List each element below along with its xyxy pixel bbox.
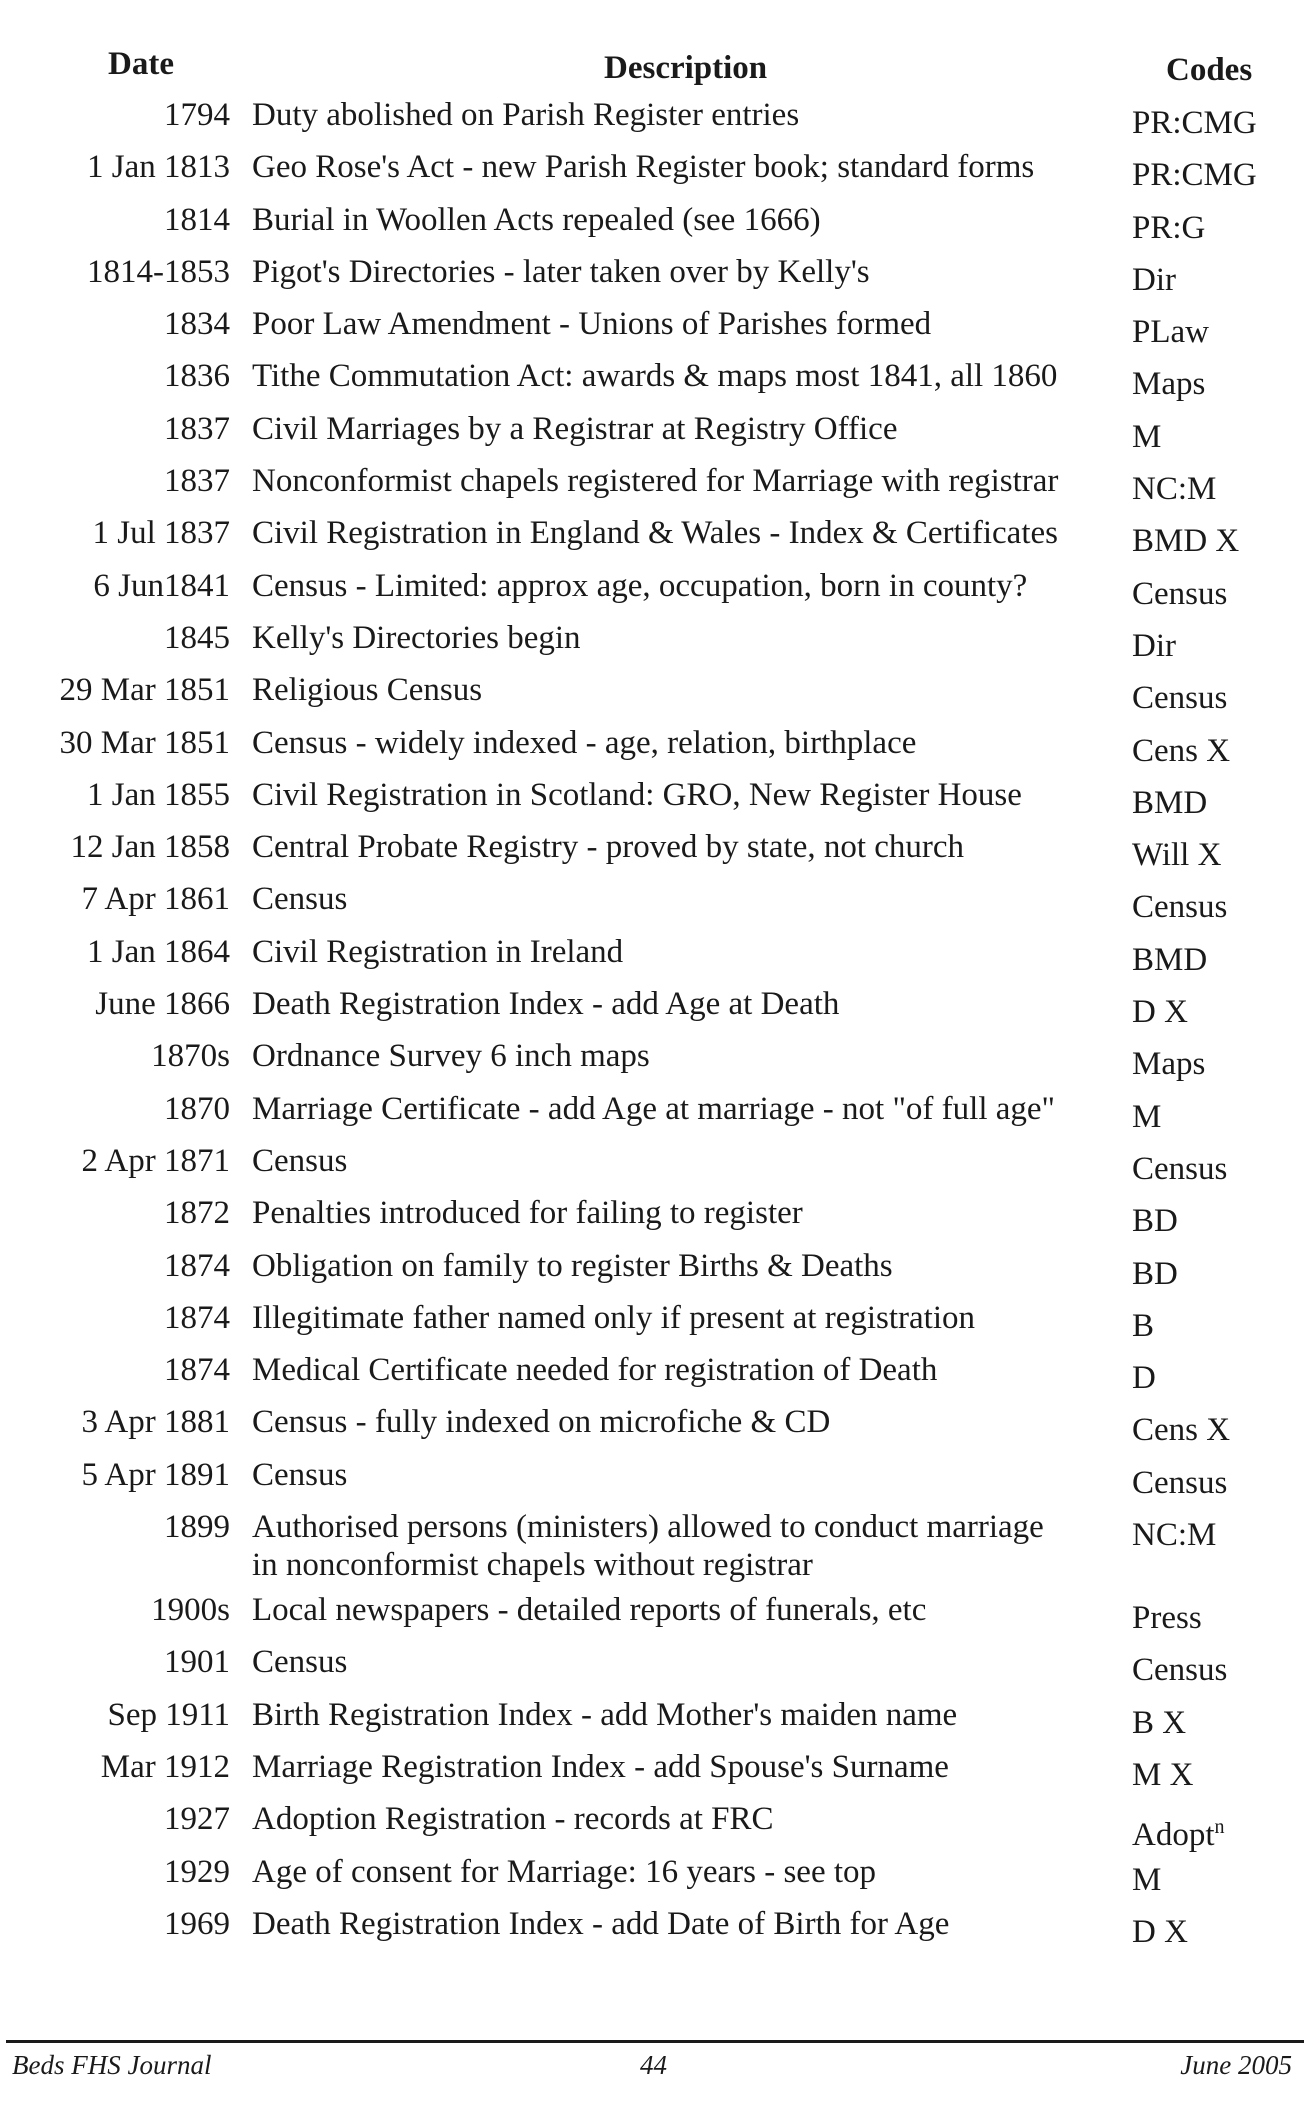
row-date: 1 Jan 1864 [87, 933, 230, 970]
table-row [0, 985, 1308, 1037]
row-code-text: Dir [1132, 261, 1176, 298]
table-row [0, 253, 1308, 305]
row-description [252, 253, 1122, 291]
row-code-text: B [1132, 1307, 1155, 1344]
table-row [0, 1351, 1308, 1403]
issue-date: June 2005 [1180, 2050, 1292, 2080]
row-code-text: PLaw [1132, 314, 1209, 351]
row-date: 1872 [164, 1195, 230, 1232]
row-description [252, 1037, 1122, 1075]
table-row [0, 1905, 1308, 1957]
row-code [1132, 941, 1207, 979]
row-code-text: PR:CMG [1132, 105, 1257, 141]
row-description-line: Pigot's Directories - later taken over by Kelly's [252, 253, 870, 290]
row-code-text: Will X [1132, 837, 1222, 874]
row-date: 1 Jul 1837 [92, 515, 230, 552]
row-code-text: Adopt [1132, 1817, 1215, 1854]
row-code [1132, 261, 1176, 299]
row-description-line: Illegitimate father named only if present at registration [252, 1299, 975, 1336]
table-row [0, 1508, 1308, 1591]
row-date: 2 Apr 1871 [81, 1142, 230, 1179]
table-row [0, 933, 1308, 985]
row-code-text: Census [1132, 1464, 1228, 1501]
row-description [252, 462, 1122, 500]
row-description [252, 1194, 1122, 1232]
row-code [1132, 418, 1161, 456]
row-description [252, 1696, 1122, 1734]
table-row [0, 1090, 1308, 1142]
row-code-text: PR:G [1132, 209, 1206, 246]
row-date: 1874 [164, 1299, 230, 1336]
row-code [1132, 1045, 1205, 1083]
row-code [1132, 156, 1257, 194]
row-code [1132, 575, 1227, 613]
row-description-line: Obligation on family to register Births & Deaths [252, 1247, 893, 1284]
table-row [0, 1299, 1308, 1351]
table-row [0, 619, 1308, 671]
table-row [0, 1853, 1308, 1905]
row-date: 1794 [164, 97, 230, 133]
row-code-text: Maps [1132, 1046, 1206, 1083]
row-code [1132, 1411, 1230, 1449]
table-row [0, 1643, 1308, 1695]
row-description [252, 201, 1122, 239]
row-date: 1 Jan 1813 [87, 149, 230, 186]
row-description [252, 1403, 1122, 1441]
row-code-superscript: n [1214, 1816, 1225, 1839]
row-code-text: Census [1132, 680, 1228, 717]
row-description [252, 1090, 1122, 1128]
row-date: 1837 [164, 463, 230, 500]
row-code-text: Maps [1132, 366, 1206, 403]
row-description [252, 1591, 1122, 1629]
row-date: 1 Jan 1855 [87, 776, 230, 813]
row-description-line: Authorised persons (ministers) allowed to conduct marriage [252, 1509, 1044, 1546]
row-code [1132, 522, 1239, 560]
row-code [1132, 1599, 1202, 1637]
row-description-line: Ordnance Survey 6 inch maps [252, 1038, 650, 1075]
row-code [1132, 104, 1257, 142]
row-description [252, 880, 1122, 918]
row-code-text: BD [1132, 1203, 1178, 1240]
row-description [252, 305, 1122, 343]
row-code-text: BMD X [1132, 523, 1240, 560]
row-code [1132, 1464, 1227, 1502]
row-code [1132, 993, 1188, 1031]
row-code-text: M [1132, 418, 1162, 455]
row-date: 3 Apr 1881 [81, 1404, 230, 1441]
row-code-text: Census [1132, 889, 1228, 926]
row-date: Mar 1912 [100, 1748, 230, 1785]
row-date: 1927 [164, 1801, 230, 1838]
table-row [0, 567, 1308, 619]
row-code [1132, 1359, 1156, 1397]
row-description [252, 619, 1122, 657]
table-row [0, 1696, 1308, 1748]
table-row [0, 201, 1308, 253]
table-row [0, 305, 1308, 357]
row-code [1132, 1307, 1154, 1345]
description-column-header: Description [604, 50, 768, 86]
row-date: Sep 1911 [107, 1696, 230, 1733]
row-description [252, 410, 1122, 448]
row-description-line: Kelly's Directories begin [252, 619, 581, 656]
row-date: 1969 [164, 1905, 230, 1942]
row-code [1132, 679, 1227, 717]
row-code-text: Cens X [1132, 732, 1231, 769]
table-row [0, 514, 1308, 566]
row-description [252, 1142, 1122, 1180]
row-description-line: Civil Registration in England & Wales - Index & Certificates [252, 515, 1058, 552]
table-row [0, 671, 1308, 723]
row-description-line: Burial in Woollen Acts repealed (see 1666) [252, 201, 821, 238]
row-description-line: Geo Rose's Act - new Parish Register book; standard forms [252, 149, 1035, 186]
table-row [0, 1591, 1308, 1643]
row-description [252, 985, 1122, 1023]
row-date: 5 Apr 1891 [81, 1456, 230, 1493]
row-description-line: Census [252, 1644, 348, 1681]
row-date: 1900s [151, 1592, 230, 1629]
row-description-line: Duty abolished on Parish Register entries [252, 97, 800, 133]
journal-name: Beds FHS Journal [12, 2050, 212, 2080]
row-code-text: Cens X [1132, 1412, 1231, 1449]
row-description-line: Civil Registration in Ireland [252, 933, 624, 970]
row-code [1132, 1651, 1227, 1689]
row-code [1132, 1756, 1193, 1794]
row-code [1132, 209, 1205, 247]
row-description [252, 776, 1122, 814]
row-date: 1870 [164, 1090, 230, 1127]
table-row [0, 776, 1308, 828]
row-description [252, 567, 1122, 605]
row-description-line: Death Registration Index - add Age at Death [252, 986, 840, 1023]
row-description [252, 1508, 1122, 1584]
row-code [1132, 1098, 1161, 1136]
row-date: 1929 [164, 1853, 230, 1890]
row-date: 1836 [164, 358, 230, 395]
row-code [1132, 784, 1207, 822]
row-description [252, 357, 1122, 395]
row-code [1132, 888, 1227, 926]
row-code [1132, 470, 1216, 508]
row-code-text: NC:M [1132, 471, 1217, 508]
row-code-text: Census [1132, 1150, 1228, 1187]
row-code [1132, 365, 1205, 403]
row-date: 1874 [164, 1247, 230, 1284]
row-description-line: Census - Limited: approx age, occupation, born in county? [252, 567, 1028, 604]
page-number: 44 [640, 2050, 667, 2080]
row-description [252, 1905, 1122, 1943]
table-row [0, 1142, 1308, 1194]
row-code-text: D [1132, 1360, 1156, 1397]
row-code-text: Press [1132, 1600, 1202, 1637]
table-row [0, 1748, 1308, 1800]
table-row [0, 880, 1308, 932]
table-row [0, 410, 1308, 462]
row-description [252, 1643, 1122, 1681]
table-row [0, 357, 1308, 409]
table-row [0, 1194, 1308, 1246]
row-description-line: Nonconformist chapels registered for Marriage with registrar [252, 463, 1059, 500]
row-description [252, 933, 1122, 971]
row-code-text: BD [1132, 1255, 1178, 1292]
row-description [252, 828, 1122, 866]
row-code-text: M [1132, 1098, 1162, 1135]
row-code [1132, 1808, 1225, 1854]
table-row [0, 1456, 1308, 1508]
row-description-line: Age of consent for Marriage: 16 years - see top [252, 1853, 877, 1890]
row-description [252, 1800, 1122, 1838]
table-row [0, 1403, 1308, 1455]
row-description-line: Central Probate Registry - proved by state, not church [252, 829, 965, 866]
table-row [0, 148, 1308, 200]
row-description-line: Tithe Commutation Act: awards & maps most 1841, all 1860 [252, 358, 1058, 395]
row-code [1132, 1516, 1216, 1554]
row-code-text: D X [1132, 994, 1188, 1031]
table-row [0, 1037, 1308, 1089]
row-description-line: Medical Certificate needed for registration of Death [252, 1352, 938, 1389]
row-description-line: Census [252, 1142, 348, 1179]
row-description-line: Marriage Registration Index - add Spouse's Surname [252, 1748, 949, 1785]
row-description-line: Marriage Certificate - add Age at marriage - not "of full age" [252, 1090, 1056, 1127]
row-date: 6 Jun1841 [93, 567, 230, 604]
table-row [0, 828, 1308, 880]
row-code-text: D X [1132, 1913, 1188, 1950]
row-description [252, 1748, 1122, 1786]
row-description-line: Civil Registration in Scotland: GRO, New Register House [252, 776, 1022, 813]
footer-divider [6, 2040, 1304, 2043]
row-date: 1845 [164, 619, 230, 656]
row-code [1132, 732, 1230, 770]
row-description-line: Census - fully indexed on microfiche & CD [252, 1404, 831, 1441]
row-description [252, 514, 1122, 552]
row-date: 1870s [151, 1038, 230, 1075]
row-code-text: BMD [1132, 784, 1208, 821]
row-code [1132, 1255, 1178, 1293]
row-date: 29 Mar 1851 [59, 672, 230, 709]
row-code [1132, 313, 1209, 351]
row-code-text: M [1132, 1861, 1162, 1898]
row-description-line: Civil Marriages by a Registrar at Registry Office [252, 410, 898, 447]
row-description-line: Census - widely indexed - age, relation, birthplace [252, 724, 917, 761]
codes-column-header: Codes [1166, 52, 1253, 88]
table-row [0, 724, 1308, 776]
table-row [0, 462, 1308, 514]
row-code-text: B X [1132, 1704, 1187, 1741]
row-date: 1874 [164, 1352, 230, 1389]
row-description [252, 724, 1122, 762]
row-description-line: Census [252, 1456, 348, 1493]
table-row [0, 96, 1308, 148]
row-description [252, 1351, 1122, 1389]
table-row [0, 1800, 1308, 1852]
row-description [252, 1299, 1122, 1337]
row-description-line: Census [252, 881, 348, 918]
row-description-line: Poor Law Amendment - Unions of Parishes formed [252, 306, 932, 343]
row-description [252, 96, 1122, 134]
row-description-line: Local newspapers - detailed reports of funerals, etc [252, 1592, 927, 1629]
date-column-header: Date [108, 46, 174, 82]
row-code [1132, 1150, 1227, 1188]
row-code [1132, 627, 1176, 665]
row-date: 1814-1853 [87, 253, 230, 290]
row-date: 1814 [164, 201, 230, 238]
row-code-text: Census [1132, 575, 1228, 612]
row-code-text: NC:M [1132, 1517, 1217, 1554]
row-code-text: BMD [1132, 941, 1208, 978]
row-code-text: Dir [1132, 627, 1176, 664]
row-description [252, 1853, 1122, 1891]
timeline-table [0, 96, 1308, 1957]
row-description [252, 1247, 1122, 1285]
row-date: June 1866 [95, 986, 230, 1023]
row-description-line: Birth Registration Index - add Mother's maiden name [252, 1696, 958, 1733]
row-date: 7 Apr 1861 [81, 881, 230, 918]
row-code-text: PR:CMG [1132, 157, 1257, 194]
row-date: 1899 [164, 1509, 230, 1546]
row-code [1132, 1861, 1161, 1899]
row-date: 12 Jan 1858 [70, 829, 230, 866]
row-description [252, 148, 1122, 186]
row-date: 1837 [164, 410, 230, 447]
row-date: 1901 [164, 1644, 230, 1681]
row-description [252, 671, 1122, 709]
row-code [1132, 1913, 1188, 1951]
row-description-line: Penalties introduced for failing to register [252, 1195, 803, 1232]
row-description-line: Adoption Registration - records at FRC [252, 1801, 774, 1838]
row-description-line: Religious Census [252, 672, 483, 709]
row-description-line: Death Registration Index - add Date of Birth for Age [252, 1905, 950, 1942]
row-description [252, 1456, 1122, 1494]
row-code-text: Census [1132, 1652, 1228, 1689]
row-code-text: M X [1132, 1756, 1194, 1793]
row-date: 1834 [164, 306, 230, 343]
row-code [1132, 1202, 1178, 1240]
row-date: 30 Mar 1851 [59, 724, 230, 761]
row-code [1132, 836, 1221, 874]
row-code [1132, 1704, 1186, 1742]
table-row [0, 1247, 1308, 1299]
row-description-line: in nonconformist chapels without registrar [252, 1547, 813, 1584]
